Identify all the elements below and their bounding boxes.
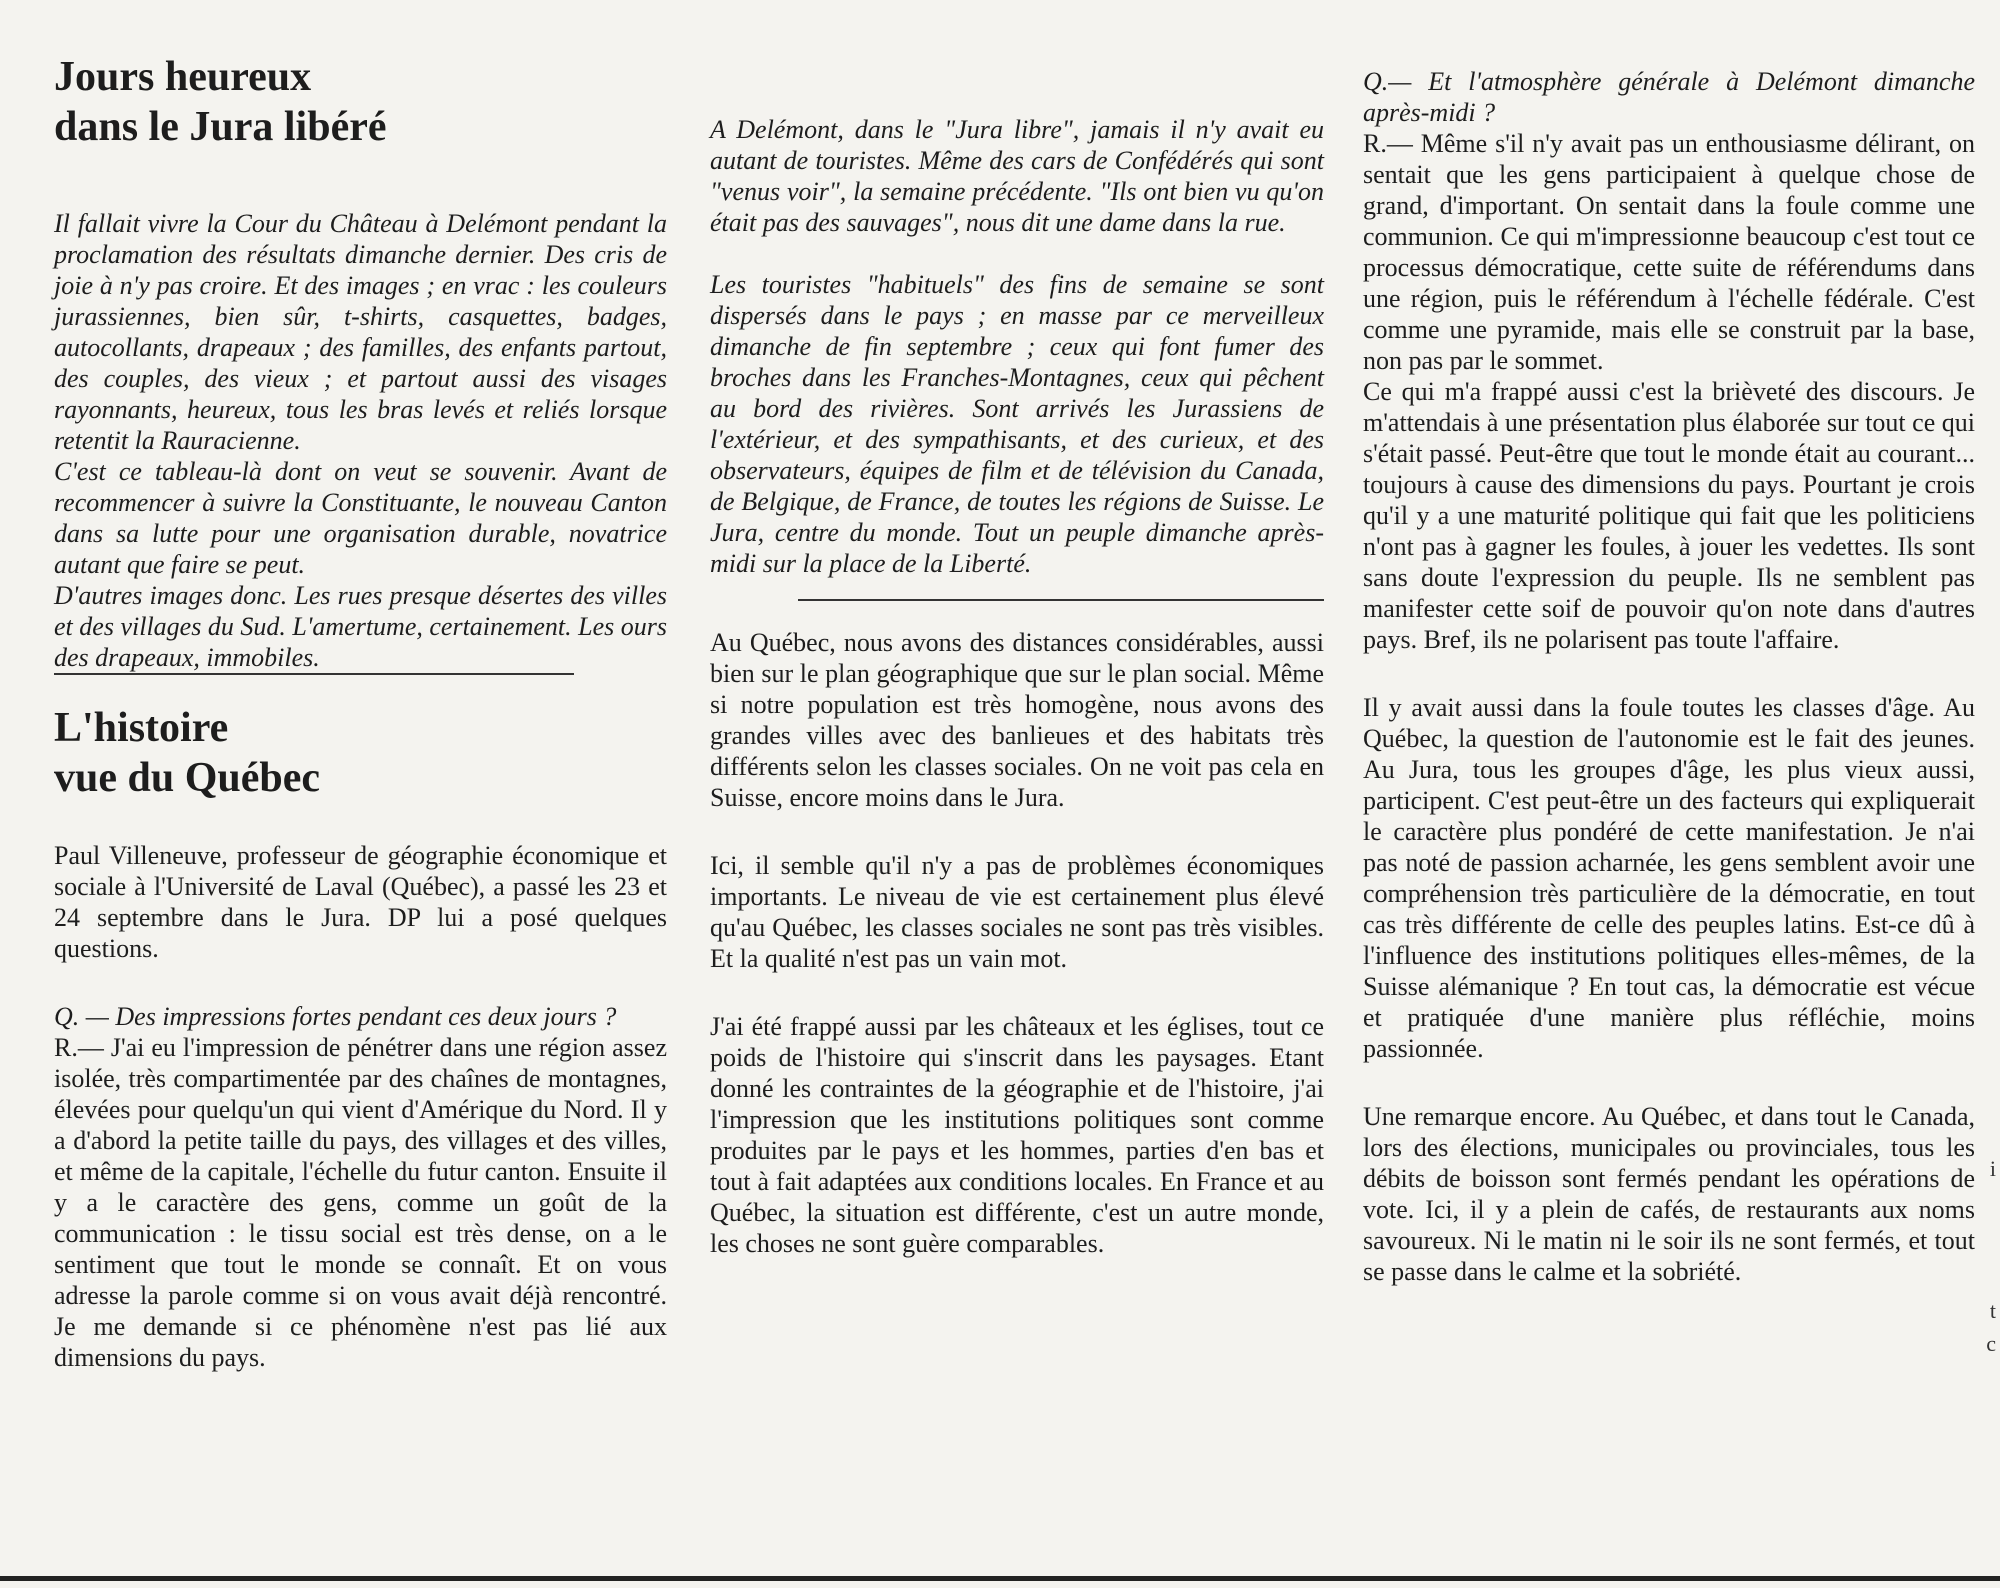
- article1-paragraph-2: C'est ce tableau-là dont on veut se souvenir. Avant de recommencer à suivre la Constituante, le nouveau Canton dans sa lutte pour une organisation durable, novatrice autant que faire se peut.: [54, 457, 667, 579]
- column-middle: [710, 52, 1324, 1259]
- article2-title: [54, 703, 667, 803]
- question-1: Q. — Des impressions fortes pendant ces deux jours ?: [54, 1002, 617, 1031]
- article1-paragraph-5: Les touristes "habituels" des fins de semaine se sont dispersés dans le pays ; en masse par ce merveilleux dimanche de fin septembre ; ceux qui font fumer des broches dans les Franches-Montagnes, ceux qui pêchent au bord des rivières. Sont arrivés les Jurassiens de l'extérieur, et des sympathisants, et des curieux, et des observateurs, équipes de film et de télévision du Canada, de Belgique, de France, de toutes les régions de Suisse. Le Jura, centre du monde. Tout un peuple dimanche après-midi sur la place de la Liberté.: [710, 270, 1324, 578]
- article1-paragraph-4: A Delémont, dans le "Jura libre", jamais il n'y avait eu autant de touristes. Même des cars de Confédérés qui sont "venus voir", la semaine précédente. "Ils ont bien vu qu'on était pas des sauvages", nous dit une dame dans la rue.: [710, 115, 1324, 237]
- edge-mark-3: c: [1986, 1331, 1996, 1356]
- answer-2-paragraph-2: Ce qui m'a frappé aussi c'est la brièveté des discours. Je m'attendais à une présentation plus élaborée sur tout ce qui s'était passé. Peut-être que tout le monde était au courant... toujours à cause des dimensions du pays. Pourtant je crois qu'il y a une maturité politique qui fait que les politiciens n'ont pas à gagner les foules, à jouer les vedettes. Ils sont sans doute l'expression du peuple. Ils ne semblent pas manifester cette soif de pouvoir qu'on note dans d'autres pays. Bref, ils ne polarisent pas toute l'affaire.: [1363, 377, 1975, 654]
- column-left: [54, 52, 667, 1373]
- article1-title-line2: dans le Jura libéré: [54, 104, 387, 150]
- column-right: [1363, 52, 1975, 1287]
- answer-2-paragraph-4: Une remarque encore. Au Québec, et dans tout le Canada, lors des élections, municipales ou provinciales, tous les débits de boisson sont fermés pendant les opérations de vote. Ici, il y a plein de cafés, de restaurants aux noms savoureux. Ni le matin ni le soir ils ne sont fermés, et tout se passe dans le calme et la sobriété.: [1363, 1102, 1975, 1286]
- question-2: Q.— Et l'atmosphère générale à Delémont dimanche après-midi ?: [1363, 67, 1975, 127]
- edge-mark-1: i: [1989, 1156, 1996, 1181]
- answer-1-paragraph-2: Au Québec, nous avons des distances considérables, aussi bien sur le plan géographique que sur le plan social. Même si notre population est très homogène, nous avons des grandes villes avec des banlieues et des habitats très différents selon les classes sociales. On ne voit pas cela en Suisse, encore moins dans le Jura.: [710, 628, 1324, 812]
- answer-2-paragraph-3: Il y avait aussi dans la foule toutes les classes d'âge. Au Québec, la question de l'autonomie est le fait des jeunes. Au Jura, tous les groupes d'âge, les plus vieux aussi, participent. C'est peut-être un des facteurs qui expliquerait le caractère plus pondéré de cette manifestation. Je n'ai pas noté de passion acharnée, les gens semblent avoir une compréhension très particulière de la démocratie, en tout cas très différente de celle des peuples latins. Est-ce dû à l'influence des institutions politiques elles-mêmes, de la Suisse alémanique ? En tout cas, la démocratie est vécue et pratiquée d'une manière plus réfléchie, moins passionnée.: [1363, 693, 1975, 1063]
- answer-1-paragraph-3: Ici, il semble qu'il n'y a pas de problèmes économiques importants. Le niveau de vie est certainement plus élevé qu'au Québec, les classes sociales ne sont pas très visibles. Et la qualité n'est pas un vain mot.: [710, 851, 1324, 973]
- article1-paragraph-3: D'autres images donc. Les rues presque désertes des villes et des villages du Sud. L'amertume, certainement. Les ours des drapeaux, immobiles.: [54, 581, 667, 672]
- answer-1-paragraph-4: J'ai été frappé aussi par les châteaux et les églises, tout ce poids de l'histoire qui s'inscrit dans les paysages. Etant donné les contraintes de la géographie et de l'histoire, j'ai l'impression que les institutions politiques sont comme produites par le pays et les hommes, parties d'en bas et tout à fait adaptées aux conditions locales. En France et au Québec, la situation est différente, c'est un autre monde, les choses ne sont guère comparables.: [710, 1012, 1324, 1258]
- answer-1-paragraph-1: R.— J'ai eu l'impression de pénétrer dans une région assez isolée, très compartimentée par des chaînes de montagnes, élevées pour quelqu'un qui vient d'Amérique du Nord. Il y a d'abord la petite taille du pays, des villages et des villes, et même de la capitale, l'échelle du futur canton. Ensuite il y a le caractère des gens, comme un goût de la communication : le tissu social est très dense, on a le sentiment que tout le monde se connaît. Et on vous adresse la parole comme si on vous avait déjà rencontré. Je me demande si ce phénomène n'est pas lié aux dimensions du pays.: [54, 1033, 667, 1372]
- article2-title-line2: vue du Québec: [54, 755, 321, 801]
- article1-title: [54, 52, 667, 152]
- article1-title-line1: Jours heureux: [54, 54, 312, 100]
- answer-2-paragraph-1: R.— Même s'il n'y avait pas un enthousiasme délirant, on sentait que les gens participaient à quelque chose de grand, d'important. On sentait dans la foule comme une communion. Ce qui m'impressionne beaucoup c'est tout ce processus démocratique, cette suite de référendums dans une région, puis le référendum à l'échelle fédérale. C'est comme une pyramide, mais elle se construit par la base, non pas par le sommet.: [1363, 129, 1975, 375]
- edge-mark-2: t: [1989, 1298, 1996, 1323]
- article2-intro: Paul Villeneuve, professeur de géographie économique et sociale à l'Université de Laval (Québec), a passé les 23 et 24 septembre dans le Jura. DP lui a posé quelques questions.: [54, 841, 667, 963]
- page-bottom-line: [0, 1576, 2000, 1581]
- article1-paragraph-1: Il fallait vivre la Cour du Château à Delémont pendant la proclamation des résultats dimanche dernier. Des cris de joie à n'y pas croire. Et des images ; en vrac : les couleurs jurassiennes, bien sûr, t-shirts, casquettes, badges, autocollants, drapeaux ; des familles, des enfants partout, des couples, des vieux ; et partout aussi des visages rayonnants, heureux, tous les bras levés et reliés lorsque retentit la Rauracienne.: [54, 209, 667, 455]
- article2-title-line1: L'histoire: [54, 705, 229, 751]
